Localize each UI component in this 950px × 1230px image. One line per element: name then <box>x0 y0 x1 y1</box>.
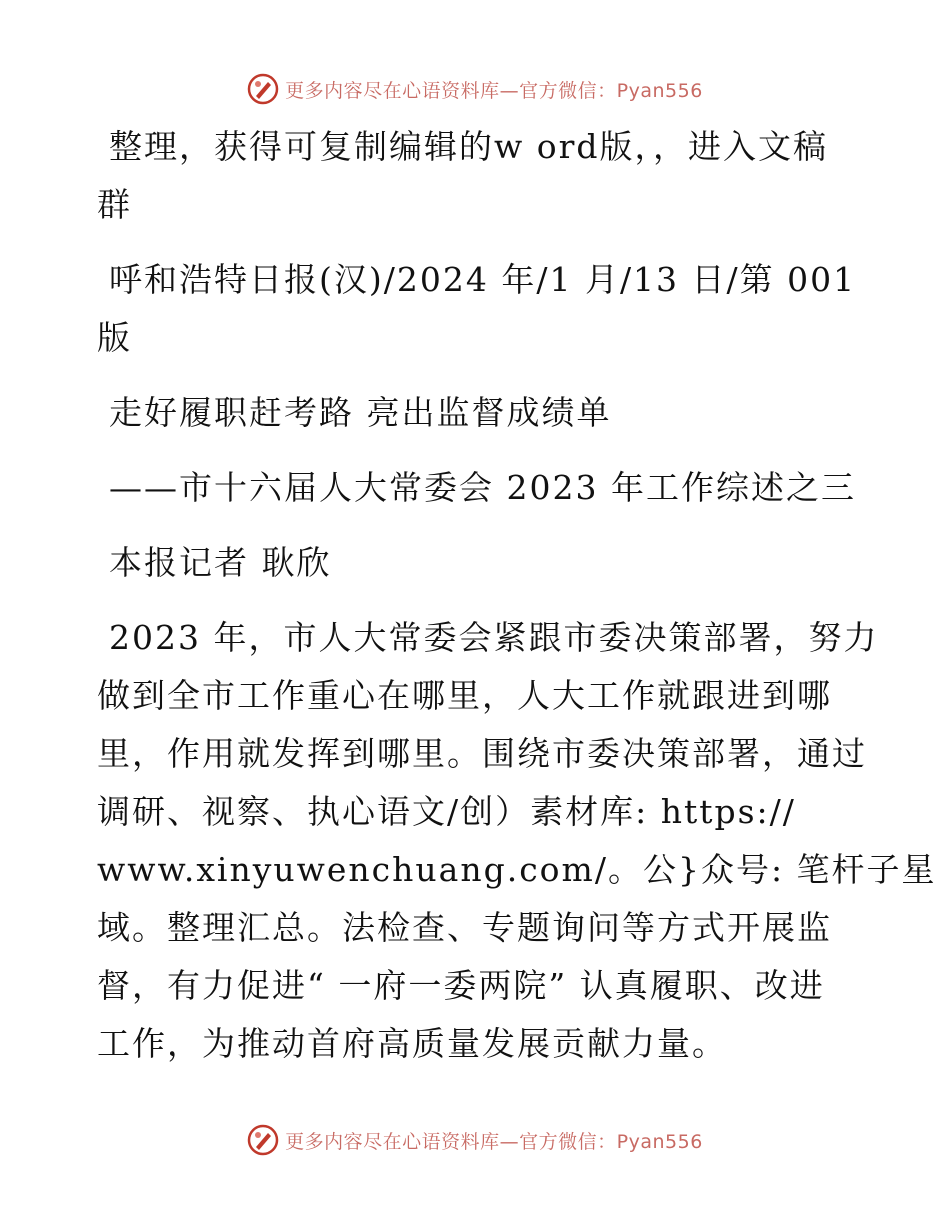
pen-logo-icon <box>247 73 279 105</box>
article-byline: 本报记者 耿欣 <box>109 543 332 582</box>
article-title: 走好履职赶考路 亮出监督成绩单 <box>109 393 612 432</box>
body-line: 里，作用就发挥到哪里。围绕市委决策部署，通过 <box>97 734 867 773</box>
document-body <box>97 118 937 1073</box>
watermark-text: 更多内容尽在心语资料库—官方微信：Pyan556 <box>285 1130 703 1153</box>
body-line: www.xinyuwenchuang.com/。公}众号: 笔杆子星 <box>97 850 937 889</box>
pen-logo-icon <box>247 1124 279 1156</box>
article-subtitle: ——市十六届人大常委会 2023 年工作综述之三 <box>109 468 856 507</box>
body-line: 督，有力促进“ 一府一委两院” 认真履职、改进 <box>97 966 825 1005</box>
intro-line-wrap: 群 <box>97 185 132 224</box>
body-line: 工作，为推动首府高质量发展贡献力量。 <box>97 1024 727 1063</box>
body-line: 2023 年，市人大常委会紧跟市委决策部署，努力 <box>109 618 879 657</box>
footer-watermark <box>0 1123 950 1157</box>
source-line-wrap: 版 <box>97 318 132 357</box>
watermark-text: 更多内容尽在心语资料库—官方微信：Pyan556 <box>285 79 703 102</box>
body-line: 域。整理汇总。法检查、专题询问等方式开展监 <box>97 908 832 947</box>
source-line: 呼和浩特日报(汉)/2024 年/1 月/13 日/第 001 <box>109 260 857 299</box>
body-line: 做到全市工作重心在哪里，人大工作就跟进到哪 <box>97 676 832 715</box>
body-line: 调研、视察、执心语文/创）素材库: https:// <box>97 792 796 831</box>
intro-line: 整理，获得可复制编辑的w ord版，，进入文稿 <box>109 127 829 166</box>
header-watermark <box>0 72 950 106</box>
